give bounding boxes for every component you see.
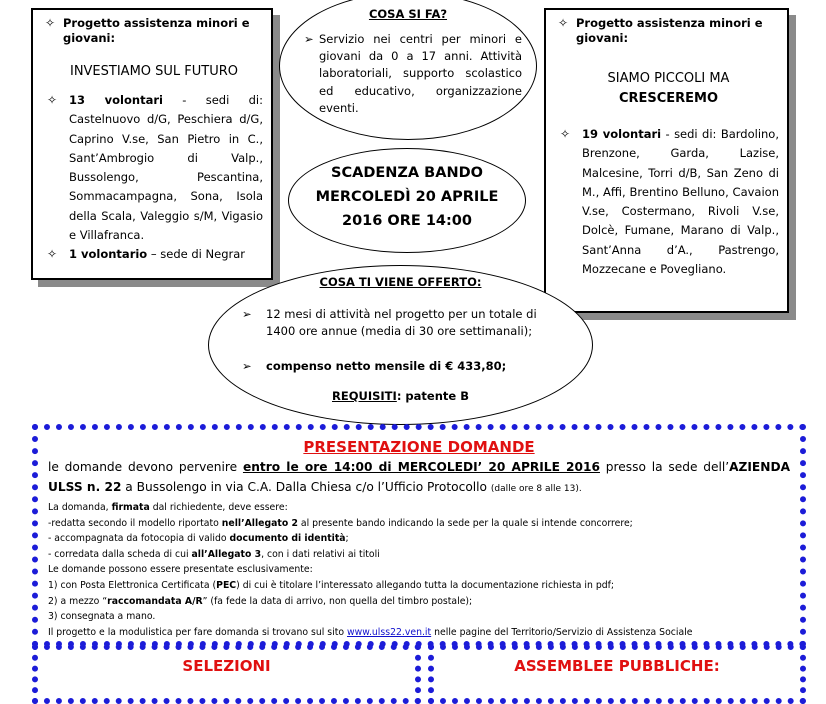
offerto-item-months: ➢ 12 mesi di attività nel progetto per un totale di 1400 ore annue (media di 30 ore settimanali); — [242, 307, 537, 338]
right-box-header: ✧ Progetto assistenza minori e giovani: — [558, 16, 763, 45]
presentazione-main-paragraph: le domande devono pervenire entro le ore 14:00 di MERCOLEDI’ 20 APRILE 2016 presso la sede dell’AZIENDA ULSS n. 22 a Bussolengo in via C.A. Dalla Chiesa c/o l’Ufficio Protocollo (dalle ore 8 alle 13). — [48, 460, 791, 494]
diamond-bullet-icon: ✧ — [47, 247, 58, 262]
detail-line: Il progetto e la modulistica per fare domanda si trovano sul sito www.ulss22.ven.it nelle pagine del Territorio/Servizio di Assistenza Sociale — [48, 626, 693, 638]
left-box-header: ✧ Progetto assistenza minori e giovani: — [45, 16, 250, 45]
diamond-bullet-icon: ✧ — [560, 127, 571, 141]
right-box-title: SIAMO PICCOLI MA CRESCEREMO — [607, 71, 730, 106]
website-link[interactable]: www.ulss22.ven.it — [347, 626, 432, 638]
detail-line: - corredata dalla scheda di cui all’Allegato 3, con i dati relativi ai titoli — [48, 548, 380, 560]
detail-line: Le domande possono essere presentate esclusivamente: — [48, 564, 313, 576]
right-project-box — [544, 8, 789, 313]
diamond-bullet-icon: ✧ — [558, 16, 569, 30]
arrow-bullet-icon: ➢ — [242, 307, 252, 321]
presentazione-section — [48, 437, 790, 640]
left-box-item-negrar: ✧ 1 volontario – sede di Negrar — [45, 245, 263, 264]
detail-line: - accompagnata da fotocopia di valido documento di identità; — [48, 533, 349, 545]
cosa-si-fa-text: ➢ Servizio nei centri per minori e giovani da 0 a 17 anni. Attività laboratoriali, supporto scolastico ed educativo, organizzazione eventi. — [304, 32, 522, 115]
detail-line: 1) con Posta Elettronica Certificata (PEC) di cui è titolare l’interessato allegando tutta la documentazione richiesta in pdf; — [48, 579, 615, 591]
arrow-bullet-icon: ➢ — [242, 359, 252, 373]
cosa-si-fa-title: COSA SI FA? — [368, 7, 448, 21]
detail-line: 3) consegnata a mano. — [48, 611, 156, 623]
detail-line: -redatta secondo il modello riportato nell’Allegato 2 al presente bando indicando la sede per la quale si intende concorrere; — [48, 517, 633, 529]
right-box-item-volunteers: ✧ 19 volontari - sedi di: Bardolino, Brenzone, Garda, Lazise, Malcesine, Torri d/B, San Zeno di M., Affi, Brentino Belluno, Cavaion V.se, Costermano, Rivoli V.se, Dolcè, Fumane, Marano di Valp., Sant’Anna d’A., Pastrengo, Mozzecane e Povegliano. — [560, 127, 779, 277]
diamond-bullet-icon: ✧ — [47, 93, 58, 107]
arrow-bullet-icon: ➢ — [304, 32, 314, 46]
left-box-item-volunteers: ✧ 13 volontari - sedi di: Castelnuovo d/G, Peschiera d/G, Caprino V.se, San Pietro in C., Sant’Ambrogio di Valp., Bussolengo, Pescantina, Sommacampagna, Sona, Isola della Scala, Valeggio s/M, Vigasio e Villafranca. — [47, 93, 263, 243]
offerto-item-compenso: ➢ compenso netto mensile di € 433,80; — [242, 359, 507, 373]
selezioni-title: SELEZIONI — [182, 657, 271, 675]
offerto-requisiti: REQUISITI: patente B — [332, 389, 469, 403]
diamond-bullet-icon: ✧ — [45, 16, 56, 30]
assemblee-title: ASSEMBLEE PUBBLICHE: — [514, 657, 720, 675]
detail-line: 2) a mezzo “raccomandata A/R” (fa fede la data di arrivo, non quella del timbro postale); — [48, 595, 473, 607]
offerto-title: COSA TI VIENE OFFERTO: — [319, 275, 482, 289]
detail-line: La domanda, firmata dal richiedente, deve essere: — [48, 502, 288, 513]
left-project-box — [31, 8, 273, 280]
presentazione-details — [48, 500, 790, 640]
left-box-title: INVESTIAMO SUL FUTURO — [69, 64, 239, 79]
scadenza-text: SCADENZA BANDO MERCOLEDÌ 20 APRILE 2016 ORE 14:00 — [315, 165, 499, 229]
presentazione-title: PRESENTAZIONE DOMANDE — [303, 438, 535, 456]
